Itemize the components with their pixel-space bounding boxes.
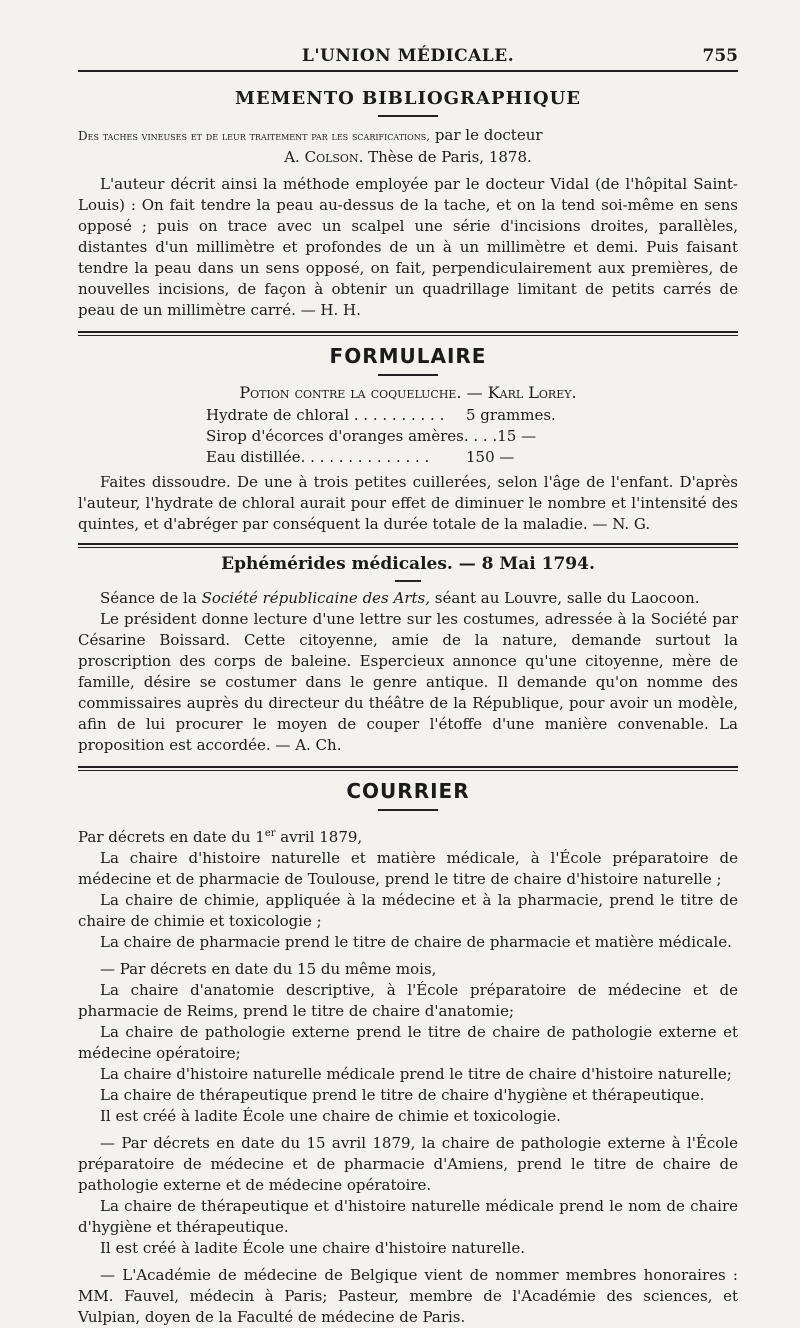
ordinal-sup: er [264, 828, 276, 839]
recipe-title: Potion contre la coqueluche. — Karl Lorey. [239, 383, 577, 402]
ingredient-qty: 5 grammes. [466, 406, 556, 424]
ingredient-row [206, 426, 586, 447]
ingredient-name: Sirop d'écorces d'oranges amères. . . . [206, 427, 498, 445]
section-short-rule [378, 115, 438, 117]
book-title: Des taches vineuses et de leur traitement par les scarifications, [78, 129, 431, 143]
section-short-rule [378, 809, 438, 811]
section-divider [78, 543, 738, 548]
ingredient-qty: 15 — [497, 427, 537, 445]
book-by: par le docteur [434, 126, 543, 144]
decree-2-intro: — Par décrets en date du 15 du même mois, [100, 960, 437, 978]
decree-item: La chaire de thérapeutique et d'histoire naturelle médicale prend le nom de chaire d'hygiène et thérapeutique. [78, 1197, 738, 1236]
journal-page [78, 40, 738, 1328]
memento-body: L'auteur décrit ainsi la méthode employée par le docteur Vidal (de l'hôpital Saint-Louis) : On fait tendre la peau au-dessus de la tache, et on la tend soi-même en sens opposé ; puis on trace avec un scalpel une série d'incisions droites, parallèles, distantes d'un millimètre et profondes de un à un millimètre et demi. Puis faisant tendre la peau dans un sens opposé, on fait, perpendiculairement aux premières, de nouvelles incisions, de façon à obtenir un quadrillage limitant de petits carrés de peau de un millimètre carré. — H. H. [78, 175, 738, 319]
ephemerides-body: Le président donne lecture d'une lettre sur les costumes, adressée à la Société par Césarine Boissard. Cette citoyenne, amie de la nature, demande surtout la proscription des corps de baleine. Espercieux annonce qu'une citoyenne, mère de famille, désire se costumer dans le genre antique. Il demande qu'on nomme des commissaires auprès du directeur du théâtre de la République, pour avoir un modèle, afin de lui procurer le moyen de couper l'étoffe d'une manière convenable. La proposition est accordée. — A. Ch. [78, 610, 738, 754]
section-short-rule [395, 580, 421, 582]
society-name: Société républicaine des Arts, [201, 589, 431, 607]
journal-title: L'UNION MÉDICALE. [301, 46, 515, 66]
academy-notice: — L'Académie de médecine de Belgique vient de nommer membres honoraires : MM. Fauvel, médecin à Paris; Pasteur, membre de l'Académie des sciences, et Vulpian, doyen de la Faculté de médecine de Paris. [78, 1266, 738, 1326]
formulaire-title: FORMULAIRE [329, 344, 487, 368]
decree-item: Il est créé à ladite École une chaire d'histoire naturelle. [100, 1239, 526, 1257]
ephemerides-intro [78, 588, 738, 609]
decree-item: La chaire de thérapeutique prend le titre de chaire d'hygiène et thérapeutique. [100, 1086, 705, 1104]
ingredient-name: Hydrate de chloral . . . . . . . . . . [206, 406, 445, 424]
formulaire-body: Faites dissoudre. De une à trois petites cuillerées, selon l'âge de l'enfant. D'après l'auteur, l'hydrate de chloral aurait pour effet de diminuer le nombre et l'intensité des quintes, et d'abréger par conséquent la durée totale de la maladie. — N. G. [78, 473, 738, 533]
decree-item: La chaire de pharmacie prend le titre de chaire de pharmacie et matière médicale. [100, 933, 732, 951]
intro-text: Séance de la [100, 589, 202, 607]
courrier-section [78, 779, 738, 1328]
decree-item: La chaire de pathologie externe prend le titre de chaire de pathologie externe et médecine opératoire; [78, 1023, 738, 1062]
book-author-line [78, 147, 738, 168]
decree-date: avril 1879, [275, 828, 363, 846]
section-divider [78, 331, 738, 336]
page-number: 755 [702, 46, 738, 66]
decree-item: La chaire d'anatomie descriptive, à l'École préparatoire de médecine et de pharmacie de Reims, prend le titre de chaire d'anatomie; [78, 981, 738, 1020]
decree-text: Par décrets en date du 1 [78, 828, 265, 846]
decree-item: Il est créé à ladite École une chaire de chimie et toxicologie. [100, 1107, 561, 1125]
book-info: Thèse de Paris, 1878. [368, 148, 532, 166]
ingredient-row [206, 405, 586, 426]
formulaire-section [78, 344, 738, 535]
memento-title: MEMENTO BIBLIOGRAPHIQUE [234, 88, 582, 109]
ephemerides-title: Ephémérides médicales. — 8 Mai 1794. [221, 554, 595, 574]
book-author: A. Colson. [284, 148, 364, 166]
header-rule [78, 70, 738, 72]
decree-3: — Par décrets en date du 15 avril 1879, la chaire de pathologie externe à l'École préparatoire de médecine et de pharmacie d'Amiens, prend le titre de chaire de pathologie externe et de médecine opératoire. [78, 1134, 738, 1194]
recipe-ingredients [206, 405, 586, 468]
decree-1-intro [78, 823, 738, 848]
ingredient-name: Eau distillée. . . . . . . . . . . . . . [206, 448, 430, 466]
decree-item: La chaire de chimie, appliquée à la médecine et à la pharmacie, prend le titre de chaire de chimie et toxicologie ; [78, 891, 738, 930]
book-reference [78, 125, 738, 147]
decree-item: La chaire d'histoire naturelle et matière médicale, à l'École préparatoire de médecine et de pharmacie de Toulouse, prend le titre de chaire d'histoire naturelle ; [78, 849, 738, 888]
memento-section [78, 88, 738, 321]
ingredient-row [206, 447, 586, 468]
ingredient-qty: 150 — [466, 448, 515, 466]
decree-item: La chaire d'histoire naturelle médicale prend le titre de chaire d'histoire naturelle; [100, 1065, 732, 1083]
intro-text-end: séant au Louvre, salle du Laocoon. [430, 589, 700, 607]
ephemerides-section [78, 554, 738, 756]
section-short-rule [378, 374, 438, 376]
courrier-title: COURRIER [346, 779, 470, 803]
running-header [78, 40, 738, 70]
section-divider [78, 766, 738, 771]
